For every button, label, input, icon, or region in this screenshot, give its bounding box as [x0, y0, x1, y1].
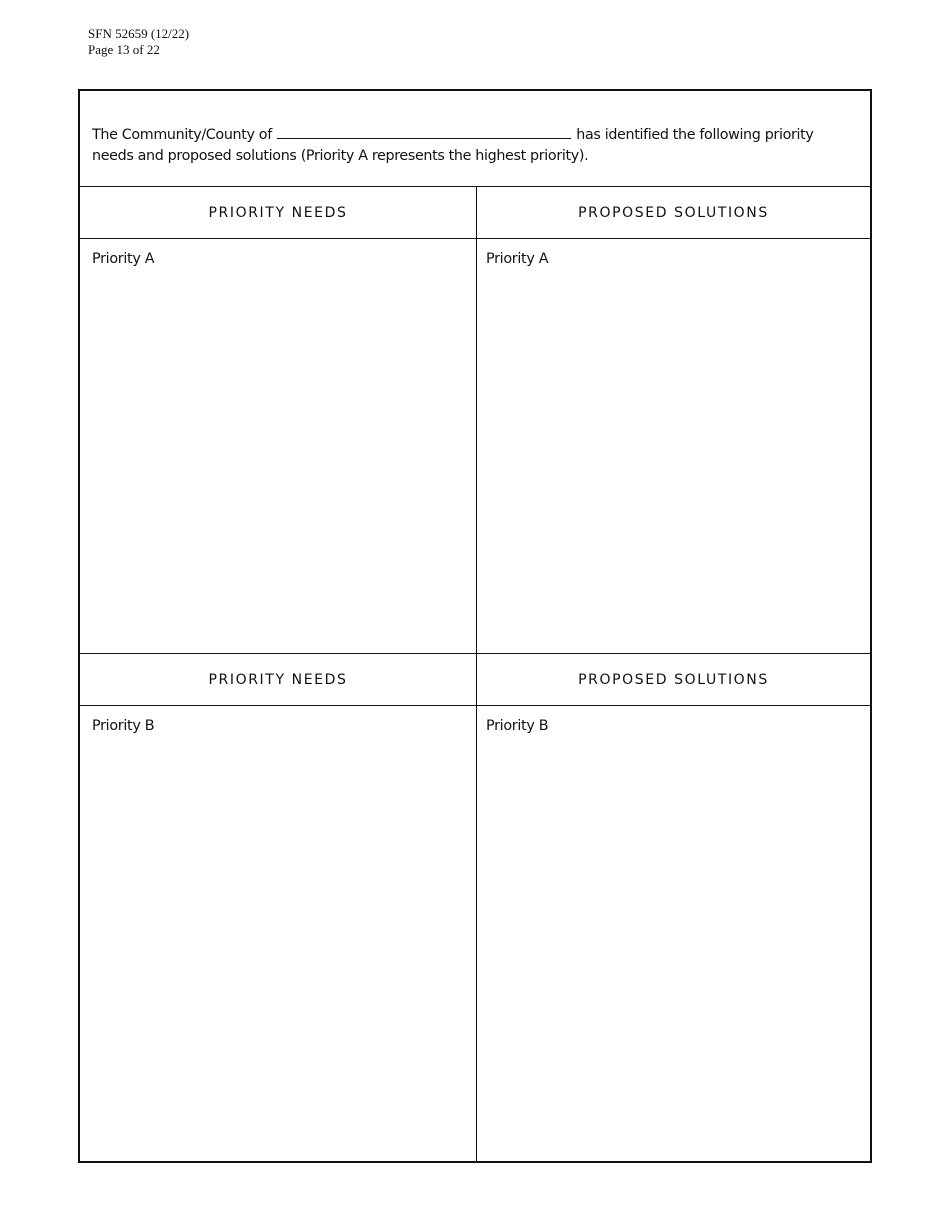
form-header	[88, 26, 189, 58]
proposed-solutions-header-b: PROPOSED SOLUTIONS	[578, 671, 769, 688]
intro-text-end: has identified the following priority needs and proposed solutions (Priority A represents the highest priority).	[92, 127, 814, 164]
priority-a-needs-field[interactable]	[81, 273, 475, 651]
community-county-field[interactable]	[277, 124, 571, 139]
priority-b-solutions-field[interactable]	[478, 740, 868, 1158]
priority-needs-header-b: PRIORITY NEEDS	[208, 671, 348, 688]
priority-a-solutions-label: Priority A	[486, 251, 549, 267]
priority-a-needs-label: Priority A	[92, 251, 155, 267]
priority-needs-header-a: PRIORITY NEEDS	[208, 204, 348, 221]
proposed-solutions-header-a: PROPOSED SOLUTIONS	[578, 204, 769, 221]
priority-a-solutions-field[interactable]	[478, 273, 868, 651]
priority-b-solutions-label: Priority B	[486, 718, 549, 734]
header-a-divider	[80, 238, 870, 239]
priority-b-needs-field[interactable]	[81, 740, 475, 1158]
intro-text-start: The Community/County of	[92, 127, 272, 143]
page-number: Page 13 of 22	[88, 42, 160, 57]
header-b-divider	[80, 705, 870, 706]
priority-b-needs-label: Priority B	[92, 718, 155, 734]
priority-form	[78, 89, 872, 1163]
form-number: SFN 52659 (12/22)	[88, 26, 190, 41]
intro-statement	[80, 91, 870, 187]
